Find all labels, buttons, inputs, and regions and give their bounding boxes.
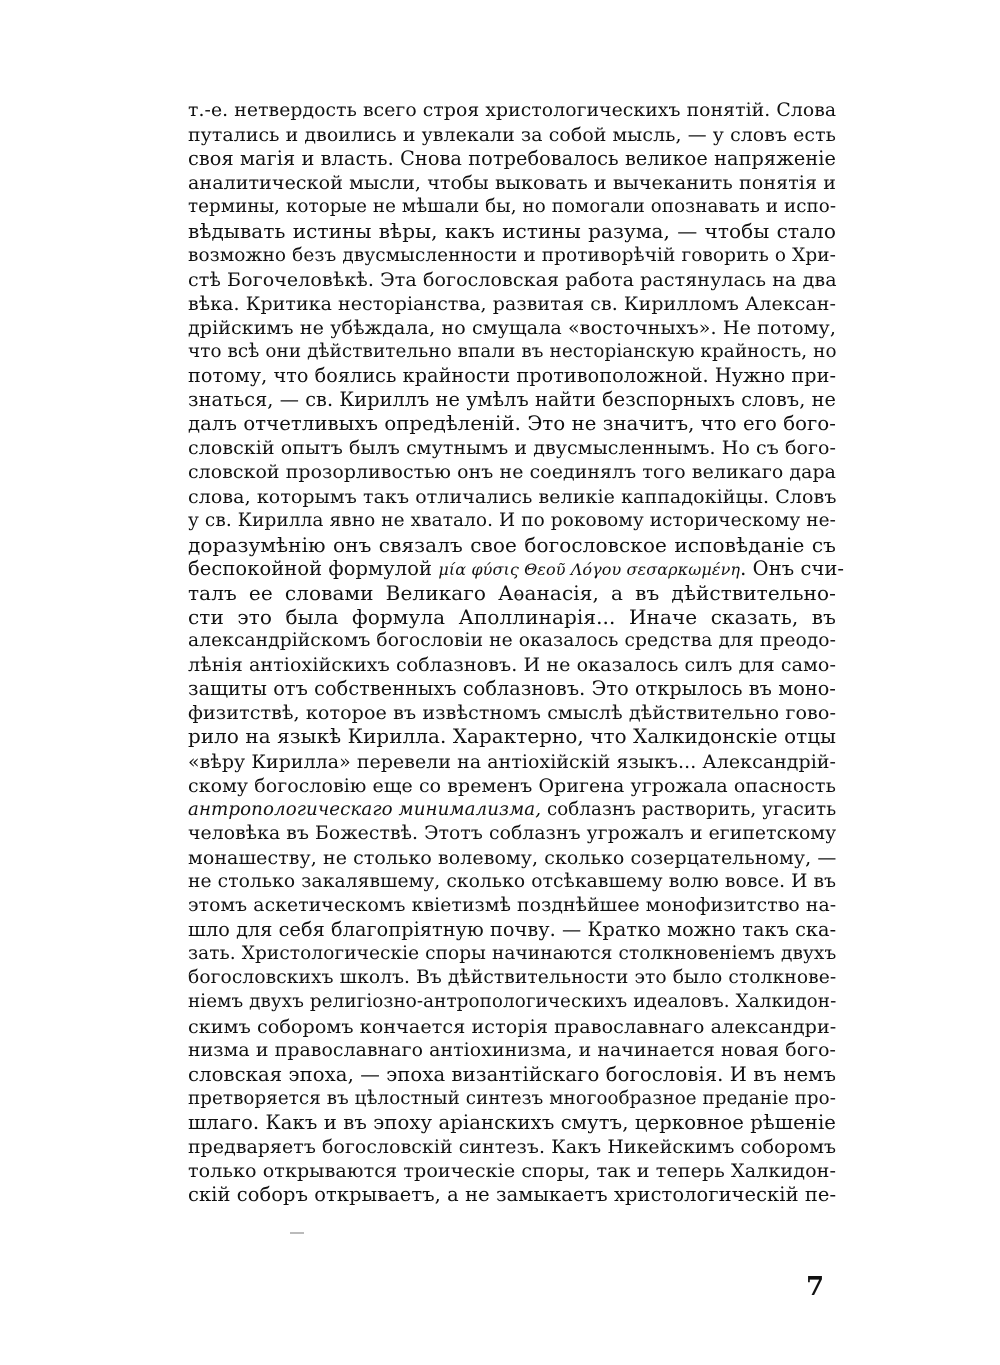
text-line: потому, что боялись крайности противоположной. Нужно при-	[188, 364, 836, 388]
text-line: скій соборъ открываетъ, а не замыкаетъ христологическій пе-	[188, 1183, 837, 1207]
greek-line-after: . Онъ счи-	[740, 556, 845, 580]
greek-line-before: беспокойной формулой	[188, 556, 439, 580]
text-line: «вѣру Кирилла» перевели на антіохійскій языкъ... Александрій-	[188, 750, 836, 773]
text-line: зать. Христологическіе споры начинаются столкновеніемъ двухъ	[188, 943, 837, 965]
italic-term-line	[188, 798, 836, 822]
italic-term: антропологическаго минимализма,	[188, 798, 542, 820]
text-line: термины, которые не мѣшали бы, но помогали опознавать и испо-	[188, 196, 837, 218]
text-line: талъ ее словами Великаго Аѳанасія, а въ дѣйствительно-	[188, 580, 836, 605]
text-line: защиты отъ собственныхъ соблазновъ. Это открылось въ моно-	[188, 677, 836, 701]
text-line: стѣ Богочеловѣкѣ. Эта богословская работа растянулась на два	[188, 268, 837, 291]
text-line: претворяется въ цѣлостный синтезъ многообразное преданіе про-	[188, 1087, 836, 1109]
text-line: вѣка. Критика несторіанства, развитая св. Кирилломъ Алексан-	[188, 292, 836, 315]
text-line: богословскихъ школъ. Въ дѣйствительности это было столкнове-	[188, 967, 837, 989]
greek-formula-line	[188, 556, 845, 581]
text-line: дрійскимъ не убѣждала, но смущала «восточныхъ». Не потому,	[188, 316, 836, 339]
text-line: путались и двоились и увлекали за собой мысль, — у словъ есть	[188, 124, 836, 147]
text-line: своя магія и власть. Снова потребовалось великое напряженіе	[188, 147, 836, 171]
italic-line-after: соблазнъ растворить, угасить	[541, 798, 837, 820]
text-line: слова, которымъ такъ отличались великіе каппадокійцы. Словъ	[188, 485, 837, 508]
text-line: шлаго. Какъ и въ эпоху аріанскихъ смутъ, церковное рѣшеніе	[188, 1110, 836, 1134]
body-text	[188, 99, 845, 1207]
greek-formula: μία φύσις Θεοῦ Λόγου σεσαρκωμένη	[438, 559, 741, 579]
text-line: рило на языкѣ Кирилла. Характерно, что Халкидонскіе отцы	[188, 725, 836, 749]
text-line: монашеству, не столько волевому, сколько созерцательному, —	[188, 846, 837, 869]
text-line: этомъ аскетическомъ квіетизмѣ позднѣйшее монофизитство на-	[188, 895, 837, 917]
text-line: т.-е. нетвердость всего строя христологическихъ понятій. Слова	[188, 100, 837, 121]
text-line: сти это была формула Аполлинарія... Иначе сказать, въ	[188, 604, 836, 629]
text-line: далъ отчетливыхъ опредѣленій. Это не значитъ, что его бого-	[188, 412, 836, 436]
text-line: низма и православнаго антіохинизма, и начинается новая бого-	[188, 1039, 836, 1061]
text-line: словская эпоха, — эпоха византійскаго богословія. И въ немъ	[188, 1062, 837, 1086]
text-line: предваряетъ богословскій синтезъ. Какъ Никейскимъ соборомъ	[188, 1136, 837, 1159]
text-line: скому богословію еще со временъ Оригена угрожала опасность	[188, 774, 836, 797]
text-line: шло для себя благопріятную почву. — Кратко можно такъ ска-	[188, 918, 837, 942]
text-line: только открываются троическіе споры, так и теперь Халкидон-	[188, 1159, 837, 1183]
text-line: аналитической мысли, чтобы выковать и вычеканить понятія и	[188, 172, 836, 195]
text-line: человѣка въ Божествѣ. Этотъ соблазнъ угрожалъ и египетскому	[188, 822, 837, 844]
text-line: лѣнія антіохійскихъ соблазновъ. И не оказалось силъ для само-	[188, 654, 836, 677]
text-line: скимъ соборомъ кончается исторія православнаго александри-	[188, 1014, 837, 1038]
page-number: 7	[806, 1272, 825, 1302]
text-line: не столько закалявшему, сколько отсѣкавшему волю вовсе. И въ	[188, 871, 837, 892]
text-line: что всѣ они дѣйствительно впали въ несторіанскую крайность, но	[188, 340, 837, 362]
text-line: у св. Кирилла явно не хватало. И по роковому историческому не-	[188, 509, 836, 531]
print-smudge	[290, 1232, 304, 1234]
text-line: александрійскомъ богословіи не оказалось средства для преодо-	[188, 630, 836, 652]
text-line: доразумѣнію онъ связалъ свое богословское исповѣданіе съ	[188, 532, 836, 557]
text-line: возможно безъ двусмысленности и противорѣчій говорить о Хри-	[188, 244, 836, 266]
text-line: словскій опытъ былъ смутнымъ и двусмысленнымъ. Но съ бого-	[188, 437, 836, 460]
text-line: вѣдывать истины вѣры, какъ истины разума, — чтобы стало	[188, 219, 836, 244]
text-line: физитствѣ, которое въ извѣстномъ смыслѣ дѣйствительно гово-	[188, 702, 836, 725]
text-line: знаться, — св. Кириллъ не умѣлъ найти безспорныхъ словъ, не	[188, 388, 836, 412]
text-line: словской прозорливостью онъ не соединялъ того великаго дара	[188, 461, 836, 484]
text-line: ніемъ двухъ религіозно-антропологическихъ идеаловъ. Халкидон-	[188, 991, 837, 1013]
